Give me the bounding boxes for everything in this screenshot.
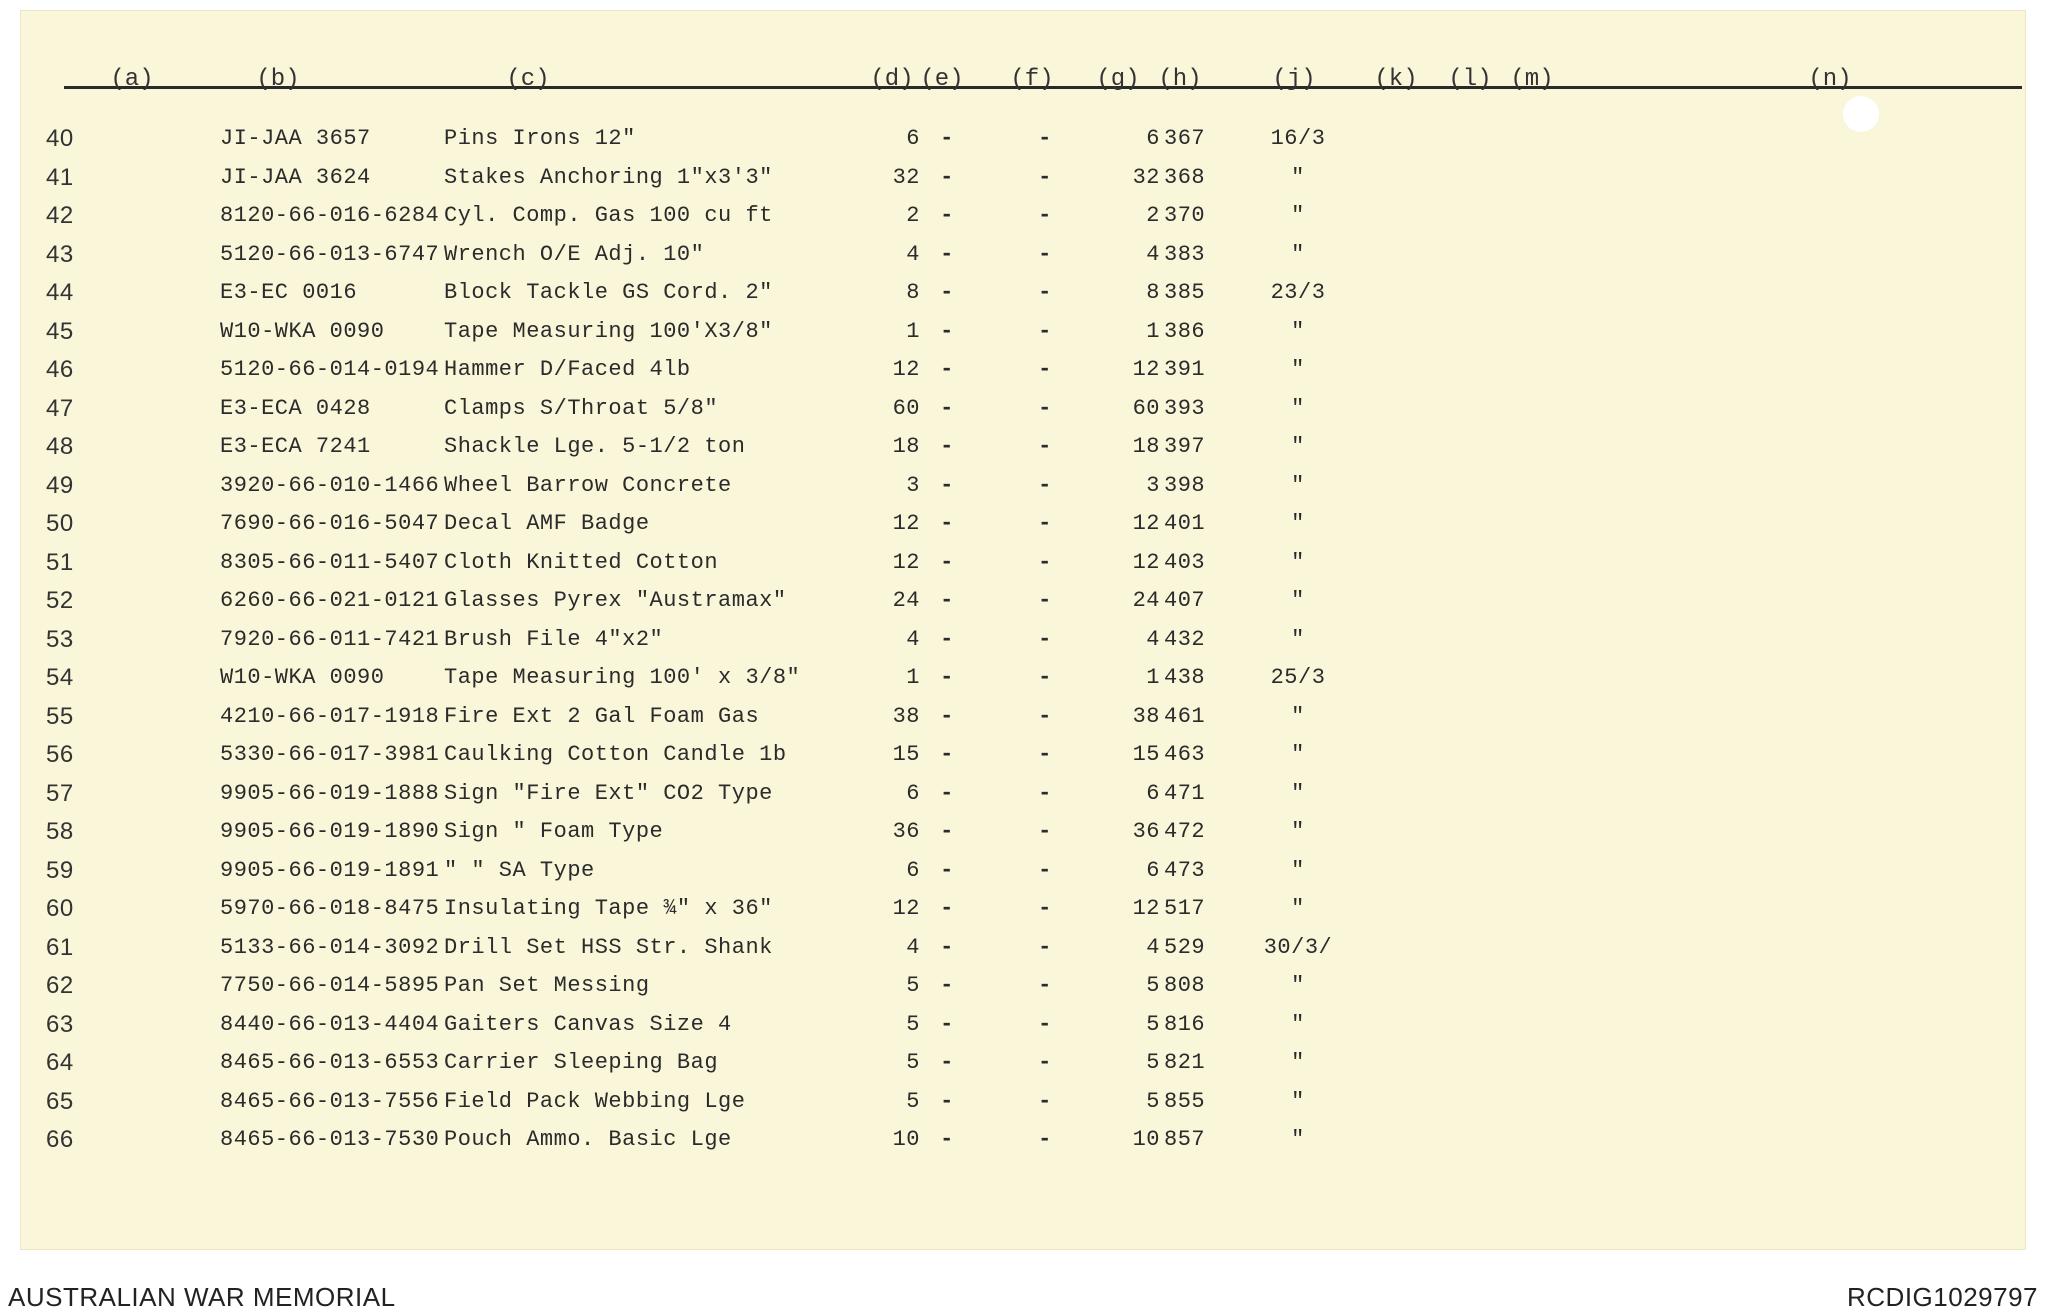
- col-f-value: -: [1038, 280, 1052, 305]
- col-j-value: ": [1291, 164, 1305, 190]
- col-f-value: -: [1038, 973, 1052, 998]
- col-e-value: -: [940, 588, 954, 613]
- col-f-value: -: [1038, 819, 1052, 844]
- table-row: [20, 1008, 2026, 1042]
- stock-code: JI-JAA 3624: [220, 164, 371, 190]
- stock-code: JI-JAA 3657: [220, 126, 371, 151]
- col-h-value: 529: [1164, 934, 1206, 960]
- col-j-value: ": [1291, 203, 1305, 228]
- col-e-value: -: [940, 934, 954, 960]
- col-h-value: 385: [1164, 280, 1206, 305]
- col-g-value: 36: [1132, 819, 1160, 844]
- stock-code: 8305-66-011-5407: [220, 549, 440, 575]
- stock-code: 5133-66-014-3092: [220, 934, 440, 960]
- col-f-value: -: [1038, 1050, 1052, 1075]
- row-number: 66: [46, 1126, 74, 1153]
- document-sheet: [20, 10, 2026, 1250]
- column-header-l: (l): [1448, 66, 1492, 93]
- column-header-j: (j): [1272, 66, 1316, 93]
- table-row: [20, 854, 2026, 888]
- col-f-value: -: [1038, 241, 1052, 267]
- col-d-value: 6: [906, 780, 920, 806]
- table-row: [20, 546, 2026, 580]
- col-d-value: 24: [892, 588, 920, 613]
- table-row: [20, 700, 2026, 734]
- table-row: [20, 623, 2026, 657]
- col-d-value: 18: [892, 434, 920, 459]
- row-number: 61: [46, 933, 74, 961]
- item-description: Field Pack Webbing Lge: [444, 1088, 746, 1114]
- row-number: 48: [46, 433, 74, 460]
- col-f-value: -: [1038, 665, 1052, 690]
- item-description: Pouch Ammo. Basic Lge: [444, 1127, 732, 1152]
- stock-code: 5970-66-018-8475: [220, 896, 440, 921]
- col-e-value: -: [940, 472, 954, 498]
- stock-code: 5120-66-013-6747: [220, 241, 440, 267]
- table-row: [20, 507, 2026, 541]
- row-number: 65: [46, 1087, 74, 1115]
- col-h-value: 383: [1164, 241, 1206, 267]
- col-g-value: 2: [1146, 203, 1160, 228]
- footer: [0, 1276, 2048, 1316]
- col-e-value: -: [940, 395, 954, 421]
- col-j-value: ": [1291, 626, 1305, 652]
- col-e-value: -: [940, 896, 954, 921]
- col-d-value: 12: [892, 549, 920, 575]
- stock-code: 7920-66-011-7421: [220, 626, 440, 652]
- col-j-value: ": [1291, 742, 1305, 767]
- col-e-value: -: [940, 164, 954, 190]
- column-header-a: (a): [110, 66, 154, 93]
- item-description: Sign "Fire Ext" CO2 Type: [444, 780, 773, 806]
- col-f-value: -: [1038, 780, 1052, 806]
- col-j-value: ": [1291, 703, 1305, 729]
- row-number: 62: [46, 972, 74, 999]
- table-row: [20, 469, 2026, 503]
- col-h-value: 397: [1164, 434, 1206, 459]
- col-d-value: 2: [906, 203, 920, 228]
- col-d-value: 15: [892, 742, 920, 767]
- col-j-value: 16/3: [1270, 126, 1326, 151]
- col-g-value: 4: [1146, 934, 1160, 960]
- col-g-value: 38: [1132, 703, 1160, 729]
- col-f-value: -: [1038, 857, 1052, 883]
- row-number: 40: [46, 125, 74, 152]
- item-description: Hammer D/Faced 4lb: [444, 357, 691, 382]
- col-e-value: -: [940, 318, 954, 344]
- table-row: [20, 661, 2026, 695]
- col-h-value: 407: [1164, 588, 1206, 613]
- item-description: Fire Ext 2 Gal Foam Gas: [444, 703, 760, 729]
- col-f-value: -: [1038, 626, 1052, 652]
- item-description: Tape Measuring 100'X3/8": [444, 318, 773, 344]
- col-f-value: -: [1038, 1088, 1052, 1114]
- col-j-value: ": [1291, 780, 1305, 806]
- footer-record-id: RCDIG1029797: [1847, 1282, 2038, 1312]
- stock-code: 8465-66-013-7530: [220, 1127, 440, 1152]
- col-e-value: -: [940, 973, 954, 998]
- col-h-value: 471: [1164, 780, 1206, 806]
- col-d-value: 8: [906, 280, 920, 305]
- item-description: Stakes Anchoring 1"x3'3": [444, 164, 773, 190]
- col-j-value: ": [1291, 857, 1305, 883]
- row-number: 55: [46, 702, 74, 730]
- table-row: [20, 315, 2026, 349]
- stock-code: E3-ECA 0428: [220, 395, 371, 421]
- column-header-k: (k): [1374, 66, 1418, 93]
- col-f-value: -: [1038, 742, 1052, 767]
- col-j-value: ": [1291, 1050, 1305, 1075]
- row-number: 52: [46, 587, 74, 614]
- col-f-value: -: [1038, 588, 1052, 613]
- stock-code: 5120-66-014-0194: [220, 357, 440, 382]
- column-header-f: (f): [1010, 66, 1054, 93]
- col-g-value: 1: [1146, 665, 1160, 690]
- col-j-value: ": [1291, 973, 1305, 998]
- col-j-value: ": [1291, 241, 1305, 267]
- col-g-value: 4: [1146, 626, 1160, 652]
- col-d-value: 5: [906, 1088, 920, 1114]
- col-f-value: -: [1038, 395, 1052, 421]
- column-header-n: (n): [1808, 66, 1852, 93]
- item-description: Carrier Sleeping Bag: [444, 1050, 719, 1075]
- stock-code: 9905-66-019-1888: [220, 780, 440, 806]
- col-f-value: -: [1038, 318, 1052, 344]
- item-description: Pins Irons 12": [444, 126, 636, 151]
- column-header-d: (d): [870, 66, 914, 93]
- col-d-value: 38: [892, 703, 920, 729]
- col-d-value: 1: [906, 665, 920, 690]
- item-description: Caulking Cotton Candle 1b: [444, 742, 787, 767]
- col-e-value: -: [940, 434, 954, 459]
- item-description: Cyl. Comp. Gas 100 cu ft: [444, 203, 773, 228]
- col-f-value: -: [1038, 549, 1052, 575]
- col-g-value: 18: [1132, 434, 1160, 459]
- row-number: 63: [46, 1010, 74, 1038]
- table-row: [20, 969, 2026, 1003]
- table-row: [20, 238, 2026, 272]
- stock-code: 5330-66-017-3981: [220, 742, 440, 767]
- col-j-value: ": [1291, 1127, 1305, 1152]
- col-e-value: -: [940, 126, 954, 151]
- col-h-value: 403: [1164, 549, 1206, 575]
- col-e-value: -: [940, 1127, 954, 1152]
- item-description: Cloth Knitted Cotton: [444, 549, 719, 575]
- stock-code: W10-WKA 0090: [220, 318, 385, 344]
- col-e-value: -: [940, 511, 954, 536]
- item-description: Wrench O/E Adj. 10": [444, 241, 705, 267]
- stock-code: 9905-66-019-1891: [220, 857, 440, 883]
- row-number: 50: [46, 510, 74, 537]
- col-g-value: 15: [1132, 742, 1160, 767]
- stock-code: 6260-66-021-0121: [220, 588, 440, 613]
- col-j-value: ": [1291, 549, 1305, 575]
- row-number: 47: [46, 394, 74, 422]
- col-e-value: -: [940, 549, 954, 575]
- item-description: Brush File 4"x2": [444, 626, 664, 652]
- row-number: 57: [46, 779, 74, 807]
- col-e-value: -: [940, 203, 954, 228]
- col-d-value: 32: [892, 164, 920, 190]
- col-d-value: 10: [892, 1127, 920, 1152]
- item-description: " " SA Type: [444, 857, 595, 883]
- table-row: [20, 892, 2026, 926]
- table-row: [20, 815, 2026, 849]
- col-g-value: 6: [1146, 126, 1160, 151]
- col-e-value: -: [940, 280, 954, 305]
- row-number: 54: [46, 664, 74, 691]
- table-row: [20, 1085, 2026, 1119]
- stock-code: 3920-66-010-1466: [220, 472, 440, 498]
- stock-code: 8465-66-013-7556: [220, 1088, 440, 1114]
- col-g-value: 12: [1132, 357, 1160, 382]
- col-g-value: 5: [1146, 1088, 1160, 1114]
- item-description: Wheel Barrow Concrete: [444, 472, 732, 498]
- col-h-value: 461: [1164, 703, 1206, 729]
- col-g-value: 24: [1132, 588, 1160, 613]
- col-f-value: -: [1038, 934, 1052, 960]
- row-number: 44: [46, 279, 74, 306]
- col-g-value: 5: [1146, 1050, 1160, 1075]
- table-row: [20, 161, 2026, 195]
- column-header-g: (g): [1096, 66, 1140, 93]
- table-row: [20, 584, 2026, 618]
- table-row: [20, 1123, 2026, 1157]
- col-j-value: ": [1291, 511, 1305, 536]
- col-g-value: 12: [1132, 511, 1160, 536]
- col-j-value: ": [1291, 819, 1305, 844]
- stock-code: 8465-66-013-6553: [220, 1050, 440, 1075]
- stock-code: 8120-66-016-6284: [220, 203, 440, 228]
- col-f-value: -: [1038, 1011, 1052, 1037]
- col-h-value: 367: [1164, 126, 1206, 151]
- col-h-value: 808: [1164, 973, 1206, 998]
- table-row: [20, 777, 2026, 811]
- col-f-value: -: [1038, 164, 1052, 190]
- col-h-value: 816: [1164, 1011, 1206, 1037]
- col-e-value: -: [940, 1088, 954, 1114]
- col-d-value: 36: [892, 819, 920, 844]
- col-j-value: ": [1291, 318, 1305, 344]
- stock-code: E3-ECA 7241: [220, 434, 371, 459]
- col-d-value: 4: [906, 626, 920, 652]
- row-number: 42: [46, 202, 74, 229]
- stock-code: E3-EC 0016: [220, 280, 358, 305]
- stock-code: 9905-66-019-1890: [220, 819, 440, 844]
- row-number: 45: [46, 317, 74, 345]
- col-d-value: 6: [906, 857, 920, 883]
- item-description: Drill Set HSS Str. Shank: [444, 934, 773, 960]
- col-d-value: 4: [906, 241, 920, 267]
- table-row: [20, 1046, 2026, 1080]
- column-header-e: (e): [920, 66, 964, 93]
- col-h-value: 393: [1164, 395, 1206, 421]
- item-description: Decal AMF Badge: [444, 511, 650, 536]
- col-d-value: 6: [906, 126, 920, 151]
- col-f-value: -: [1038, 511, 1052, 536]
- col-j-value: ": [1291, 395, 1305, 421]
- row-number: 46: [46, 356, 74, 383]
- row-number: 51: [46, 548, 74, 576]
- col-g-value: 10: [1132, 1127, 1160, 1152]
- table-row: [20, 122, 2026, 156]
- col-d-value: 12: [892, 511, 920, 536]
- col-e-value: -: [940, 241, 954, 267]
- table-row: [20, 392, 2026, 426]
- col-h-value: 368: [1164, 164, 1206, 190]
- col-f-value: -: [1038, 896, 1052, 921]
- item-description: Clamps S/Throat 5/8": [444, 395, 719, 421]
- col-d-value: 5: [906, 1050, 920, 1075]
- col-d-value: 12: [892, 896, 920, 921]
- col-d-value: 3: [906, 472, 920, 498]
- col-h-value: 401: [1164, 511, 1206, 536]
- col-g-value: 6: [1146, 857, 1160, 883]
- row-number: 59: [46, 856, 74, 884]
- item-description: Sign " Foam Type: [444, 819, 664, 844]
- item-description: Insulating Tape ¾" x 36": [444, 896, 773, 921]
- col-d-value: 1: [906, 318, 920, 344]
- col-j-value: 23/3: [1270, 280, 1326, 305]
- row-number: 53: [46, 625, 74, 653]
- stock-code: 4210-66-017-1918: [220, 703, 440, 729]
- col-h-value: 472: [1164, 819, 1206, 844]
- column-header-c: (c): [506, 66, 550, 93]
- row-number: 49: [46, 471, 74, 499]
- table-row: [20, 276, 2026, 310]
- stock-code: 7750-66-014-5895: [220, 973, 440, 998]
- col-j-value: ": [1291, 588, 1305, 613]
- col-g-value: 5: [1146, 973, 1160, 998]
- col-g-value: 5: [1146, 1011, 1160, 1037]
- col-h-value: 473: [1164, 857, 1206, 883]
- column-header-m: (m): [1510, 66, 1554, 93]
- col-e-value: -: [940, 665, 954, 690]
- item-description: Shackle Lge. 5-1/2 ton: [444, 434, 746, 459]
- item-description: Pan Set Messing: [444, 973, 650, 998]
- col-h-value: 855: [1164, 1088, 1206, 1114]
- col-h-value: 398: [1164, 472, 1206, 498]
- table-row: [20, 353, 2026, 387]
- col-h-value: 821: [1164, 1050, 1206, 1075]
- col-f-value: -: [1038, 1127, 1052, 1152]
- col-j-value: ": [1291, 472, 1305, 498]
- col-g-value: 4: [1146, 241, 1160, 267]
- col-e-value: -: [940, 626, 954, 652]
- row-number: 56: [46, 741, 74, 768]
- table-row: [20, 931, 2026, 965]
- col-f-value: -: [1038, 357, 1052, 382]
- col-d-value: 60: [892, 395, 920, 421]
- col-d-value: 12: [892, 357, 920, 382]
- col-g-value: 60: [1132, 395, 1160, 421]
- col-h-value: 432: [1164, 626, 1206, 652]
- col-f-value: -: [1038, 203, 1052, 228]
- col-h-value: 463: [1164, 742, 1206, 767]
- row-number: 64: [46, 1049, 74, 1076]
- stock-code: 7690-66-016-5047: [220, 511, 440, 536]
- footer-archive-name: AUSTRALIAN WAR MEMORIAL: [8, 1282, 396, 1312]
- col-d-value: 4: [906, 934, 920, 960]
- stock-code: 8440-66-013-4404: [220, 1011, 440, 1037]
- col-j-value: ": [1291, 1088, 1305, 1114]
- col-e-value: -: [940, 357, 954, 382]
- col-h-value: 517: [1164, 896, 1206, 921]
- col-h-value: 386: [1164, 318, 1206, 344]
- col-d-value: 5: [906, 1011, 920, 1037]
- col-f-value: -: [1038, 472, 1052, 498]
- item-description: Block Tackle GS Cord. 2": [444, 280, 773, 305]
- item-description: Gaiters Canvas Size 4: [444, 1011, 732, 1037]
- col-g-value: 6: [1146, 780, 1160, 806]
- col-g-value: 12: [1132, 896, 1160, 921]
- col-h-value: 438: [1164, 665, 1206, 690]
- stock-code: W10-WKA 0090: [220, 665, 385, 690]
- col-f-value: -: [1038, 126, 1052, 151]
- col-g-value: 32: [1132, 164, 1160, 190]
- col-e-value: -: [940, 1011, 954, 1037]
- col-j-value: ": [1291, 896, 1305, 921]
- table-row: [20, 199, 2026, 233]
- col-f-value: -: [1038, 434, 1052, 459]
- column-header-b: (b): [256, 66, 300, 93]
- col-e-value: -: [940, 703, 954, 729]
- row-number: 58: [46, 818, 74, 845]
- col-e-value: -: [940, 742, 954, 767]
- col-f-value: -: [1038, 703, 1052, 729]
- col-j-value: 30/3/: [1263, 934, 1333, 960]
- col-j-value: ": [1291, 1011, 1305, 1037]
- col-h-value: 857: [1164, 1127, 1206, 1152]
- col-e-value: -: [940, 819, 954, 844]
- item-description: Tape Measuring 100' x 3/8": [444, 665, 801, 690]
- col-e-value: -: [940, 857, 954, 883]
- row-number: 41: [46, 163, 74, 191]
- col-j-value: 25/3: [1270, 665, 1326, 690]
- col-g-value: 8: [1146, 280, 1160, 305]
- row-number: 60: [46, 895, 74, 922]
- col-g-value: 1: [1146, 318, 1160, 344]
- column-header-h: (h): [1158, 66, 1202, 93]
- col-j-value: ": [1291, 434, 1305, 459]
- col-g-value: 3: [1146, 472, 1160, 498]
- col-e-value: -: [940, 780, 954, 806]
- col-j-value: ": [1291, 357, 1305, 382]
- table-row: [20, 430, 2026, 464]
- col-e-value: -: [940, 1050, 954, 1075]
- col-d-value: 5: [906, 973, 920, 998]
- item-description: Glasses Pyrex "Austramax": [444, 588, 787, 613]
- row-number: 43: [46, 240, 74, 268]
- table-row: [20, 738, 2026, 772]
- col-h-value: 370: [1164, 203, 1206, 228]
- col-g-value: 12: [1132, 549, 1160, 575]
- col-h-value: 391: [1164, 357, 1206, 382]
